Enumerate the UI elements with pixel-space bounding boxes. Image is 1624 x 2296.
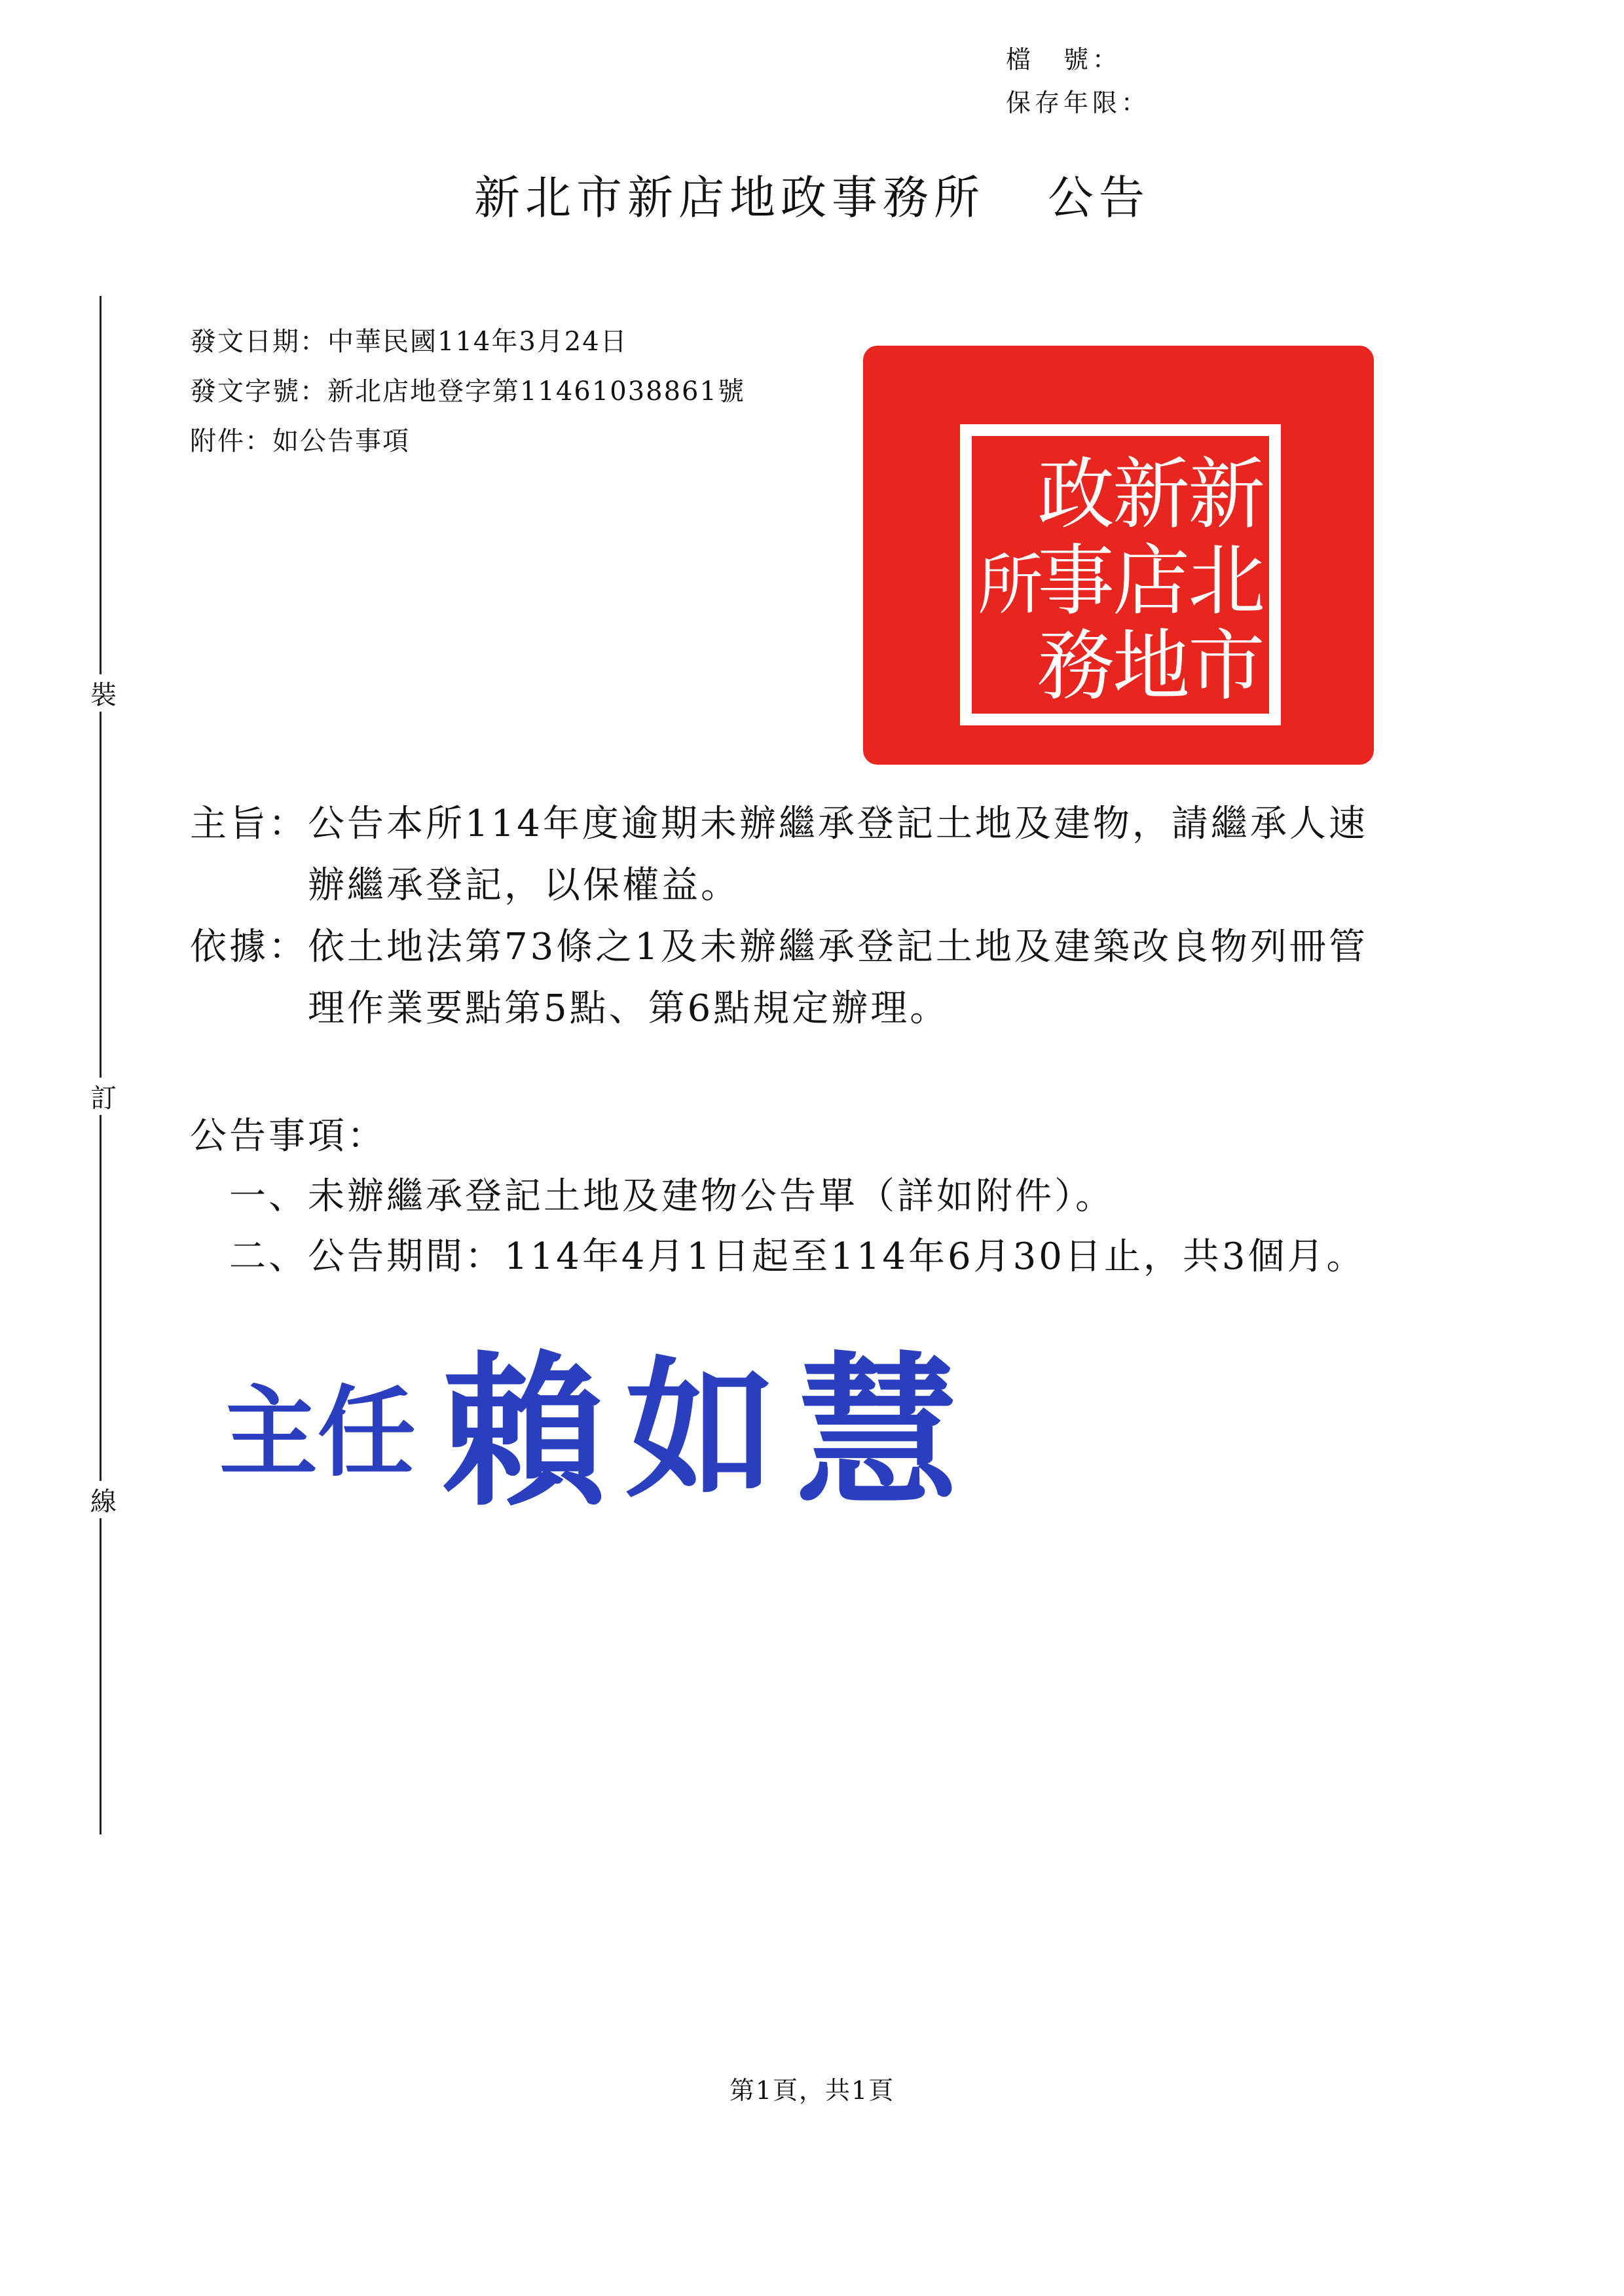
- svg-text:地: 地: [1112, 621, 1190, 711]
- file-info: [1006, 38, 1150, 124]
- issue-date: 發文日期：中華民國114年3月24日: [190, 327, 628, 357]
- svg-text:新: 新: [1187, 449, 1266, 539]
- basis-text: 依土地法第73條之1及未辦繼承登記土地及建築改良物列冊管理作業要點第5點、第6點規定辦理。: [308, 926, 1368, 1030]
- binding-mark-zhuang: 裝: [90, 674, 114, 712]
- svg-text:務: 務: [1037, 621, 1115, 711]
- basis-paragraph: [190, 917, 1395, 1040]
- svg-text:賴: 賴: [442, 1336, 606, 1525]
- document-body: [190, 793, 1395, 1040]
- svg-text:店: 店: [1112, 536, 1190, 626]
- subject-paragraph: [190, 793, 1395, 917]
- svg-text:如: 如: [625, 1342, 777, 1519]
- svg-text:所: 所: [978, 547, 1043, 623]
- basis-label: 依據：: [190, 926, 308, 968]
- binding-line: [100, 296, 101, 1834]
- svg-text:新: 新: [1112, 449, 1190, 539]
- document-number: 發文字號：新北店地登字第11461038861號: [190, 376, 745, 407]
- director-signature-stamp: [216, 1329, 982, 1525]
- svg-text:任: 任: [317, 1375, 416, 1490]
- file-number-label: 檔 號：: [1006, 45, 1122, 74]
- agency-name: 新北市新店地政事務所: [474, 171, 985, 225]
- svg-text:主: 主: [219, 1375, 318, 1490]
- svg-text:慧: 慧: [796, 1336, 959, 1525]
- notice-heading: 公告事項：: [190, 1115, 386, 1157]
- binding-mark-xian: 線: [90, 1481, 114, 1518]
- svg-text:政: 政: [1037, 449, 1115, 539]
- page-title: [0, 161, 1624, 227]
- notice-item-1: 一、未辦繼承登記土地及建物公告單（詳如附件）。: [229, 1175, 1115, 1218]
- svg-text:事: 事: [1037, 536, 1115, 626]
- official-seal: [863, 346, 1374, 765]
- notice-item-2: 二、公告期間：114年4月1日起至114年6月30日止，共3個月。: [229, 1235, 1366, 1278]
- attachment-note: 附件：如公告事項: [190, 426, 410, 456]
- page-number: 第1頁，共1頁: [729, 2076, 895, 2105]
- svg-text:市: 市: [1187, 621, 1266, 711]
- binding-mark-ding: 訂: [90, 1078, 114, 1115]
- document-type: 公告: [1048, 171, 1150, 225]
- subject-label: 主旨：: [190, 803, 308, 845]
- document-meta: [190, 317, 745, 466]
- retention-label: 保存年限：: [1006, 88, 1151, 117]
- subject-text: 公告本所114年度逾期未辦繼承登記土地及建物，請繼承人速辦繼承登記，以保權益。: [308, 803, 1368, 907]
- notice-section: [190, 1106, 1366, 1287]
- svg-text:北: 北: [1187, 536, 1266, 626]
